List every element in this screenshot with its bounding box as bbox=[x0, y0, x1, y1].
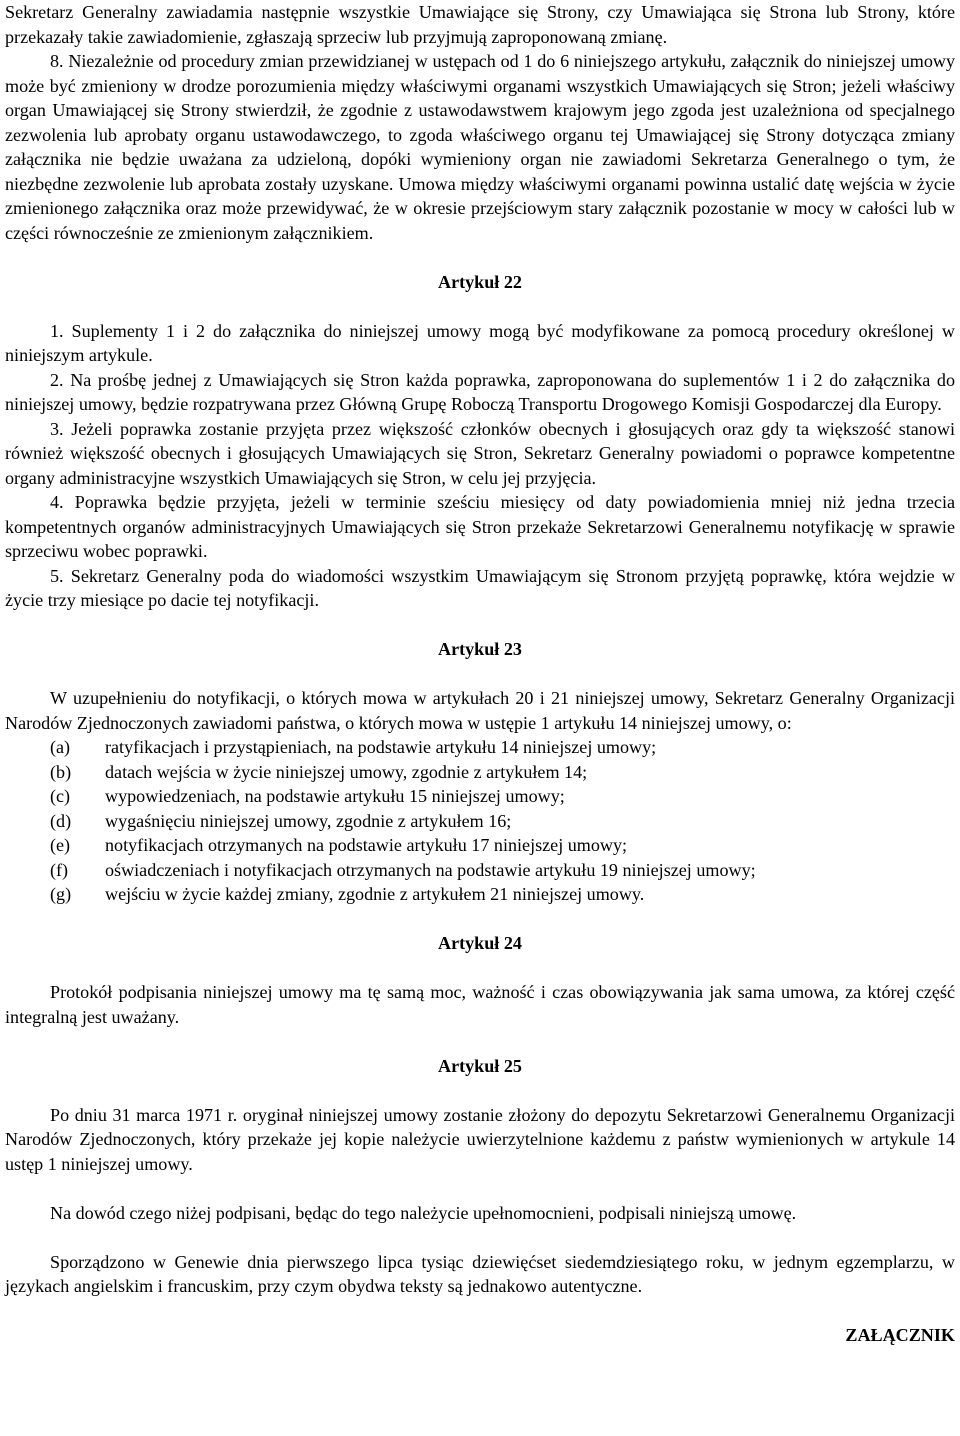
list-marker: (c) bbox=[50, 786, 71, 806]
done-at-clause: Sporządzono w Genewie dnia pierwszego lipca tysiąc dziewięćset siedemdziesiątego roku, w jednym egzemplarzu, w językach angielskim i francuskim, przy czym obydwa teksty są jednakowo autentyczne. bbox=[5, 1251, 955, 1296]
article-22-heading: Artykuł 22 bbox=[438, 271, 522, 292]
list-text: datach wejścia w życie niniejszej umowy, zgodnie z artykułem 14; bbox=[105, 761, 588, 782]
art22-paragraph-4: 4. Poprawka będzie przyjęta, jeżeli w terminie sześciu miesięcy od daty powiadomienia mniej niż jedna trzecia kompetentnych organów administracyjnych Umawiających się Stron przekaże Sekretarzowi Generalnemu notyfikację w sprawie sprzeciwu wobec poprawki. bbox=[5, 492, 955, 561]
article-25-heading: Artykuł 25 bbox=[438, 1055, 522, 1076]
list-text: wypowiedzeniach, na podstawie artykułu 15 niniejszej umowy; bbox=[105, 786, 565, 806]
list-marker: (f) bbox=[50, 859, 69, 880]
article-23-heading: Artykuł 23 bbox=[438, 639, 522, 659]
article-24-heading: Artykuł 24 bbox=[438, 933, 522, 953]
document-page bbox=[5, 0, 955, 1348]
list-marker: (e) bbox=[50, 835, 71, 855]
list-text: wygaśnięciu niniejszej umowy, zgodnie z artykułem 16; bbox=[105, 810, 512, 831]
list-text: wejściu w życie każdej zmiany, zgodnie z artykułem 21 niniejszej umowy. bbox=[105, 884, 645, 904]
list-item bbox=[5, 809, 955, 834]
list-item bbox=[5, 882, 955, 907]
art21-paragraph-7-continuation: Sekretarz Generalny zawiadamia następnie wszystkie Umawiające się Strony, czy Umawiająca się Strona lub Strony, które przekazały takie zawiadomienie, zgłaszają sprzeciw lub przyjmują zaproponowaną zmianę. bbox=[5, 2, 955, 47]
list-marker: (g) bbox=[50, 884, 72, 904]
art22-paragraph-1: 1. Suplementy 1 i 2 do załącznika do niniejszej umowy mogą być modyfikowane za pomocą procedury określonej w niniejszym artykule. bbox=[5, 320, 955, 365]
list-marker: (d) bbox=[50, 810, 72, 831]
list-marker: (b) bbox=[50, 761, 72, 782]
list-text: oświadczeniach i notyfikacjach otrzymanych na podstawie artykułu 19 niniejszej umowy; bbox=[105, 859, 756, 880]
art25-text: Po dniu 31 marca 1971 r. oryginał niniejszej umowy zostanie złożony do depozytu Sekretarzowi Generalnemu Organizacji Narodów Zjednoczonych, który przekaże jej kopie należycie uwierzytelnione każdemu z państw wymienionych w artykule 14 ustęp 1 niniejszej umowy. bbox=[5, 1104, 955, 1174]
list-text: notyfikacjach otrzymanych na podstawie artykułu 17 niniejszej umowy; bbox=[105, 835, 628, 855]
art23-intro: W uzupełnieniu do notyfikacji, o których mowa w artykułach 20 i 21 niniejszej umowy, Sekretarz Generalny Organizacji Narodów Zjednoczonych zawiadomi państwa, o których mowa w ustępie 1 artykułu 14 niniejszej umowy, o: bbox=[5, 688, 955, 733]
list-item bbox=[5, 760, 955, 785]
art22-paragraph-3: 3. Jeżeli poprawka zostanie przyjęta przez większość członków obecnych i głosujących oraz gdy ta większość stanowi również większość obecnych i głosujących Umawiających się Stron, Sekretarz Generalny powiadomi o poprawce kompetentne organy administracyjne wszystkich Umawiających się Stron, w celu jej przyjęcia. bbox=[5, 418, 955, 488]
art21-paragraph-8: 8. Niezależnie od procedury zmian przewidzianej w ustępach od 1 do 6 niniejszego artykułu, załącznik do niniejszej umowy może być zmieniony w drodze porozumienia między właściwymi organami wszystkich Umawiających się Stron; jeżeli właściwy organ Umawiającej się Strony stwierdził, że zgodnie z ustawodawstwem krajowym jego zgoda jest uzależniona od specjalnego zezwolenia lub aprobaty organu ustawodawczego, to zgoda właściwego organu tej Umawiającej się Strony dotycząca zmiany załącznika nie będzie uważana za udzieloną, dopóki wymieniony organ nie zawiadomi Sekretarza Generalnego o tym, że niezbędne zezwolenie lub aprobata zostały uzyskane. Umowa między właściwymi organami powinna ustalić datę wejścia w życie zmienionego załącznika oraz może przewidywać, że w okresie przejściowym stary załącznik pozostanie w mocy w całości lub w części równocześnie ze zmienionym załącznikiem. bbox=[5, 51, 955, 243]
list-item bbox=[5, 858, 955, 883]
list-item bbox=[5, 784, 955, 809]
art23-notification-list bbox=[5, 735, 955, 907]
art22-paragraph-2: 2. Na prośbę jednej z Umawiających się Stron każda poprawka, zaproponowana do suplementów 1 i 2 do załącznika do niniejszej umowy, będzie rozpatrywana przez Główną Grupę Roboczą Transportu Drogowego Komisji Gospodarczej dla Europy. bbox=[5, 369, 955, 414]
list-item bbox=[5, 735, 955, 760]
art24-text: Protokół podpisania niniejszej umowy ma tę samą moc, ważność i czas obowiązywania jak sama umowa, za której część integralną jest uważany. bbox=[5, 982, 955, 1027]
art22-paragraph-5: 5. Sekretarz Generalny poda do wiadomości wszystkim Umawiającym się Stronom przyjętą poprawkę, która wejdzie w życie trzy miesiące po dacie tej notyfikacji. bbox=[5, 565, 955, 610]
list-text: ratyfikacjach i przystąpieniach, na podstawie artykułu 14 niniejszej umowy; bbox=[105, 737, 657, 757]
list-marker: (a) bbox=[50, 737, 71, 757]
list-item bbox=[5, 833, 955, 858]
witness-clause: Na dowód czego niżej podpisani, będąc do tego należycie upełnomocnieni, podpisali niniejszą umowę. bbox=[50, 1202, 797, 1223]
annex-heading: ZAŁĄCZNIK bbox=[845, 1325, 955, 1345]
